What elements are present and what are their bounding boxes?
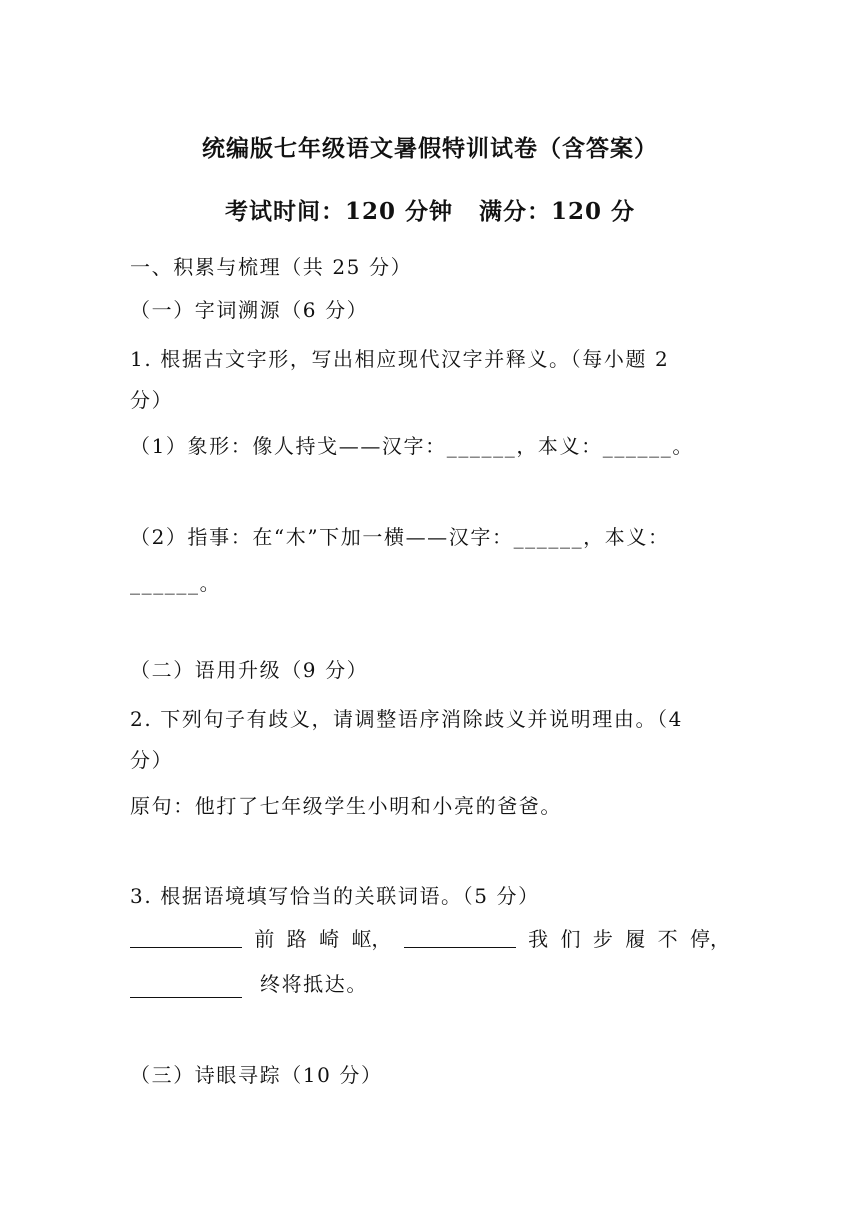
- sentence-char: 路: [286, 927, 307, 951]
- subsection-heading: （二）语用升级（9 分）: [130, 658, 369, 682]
- sentence-char: 步: [592, 927, 613, 951]
- section-heading: 一、积累与梳理（共 25 分）: [130, 255, 413, 279]
- sentence-char: 们: [560, 927, 581, 951]
- sentence-char: 停，: [689, 927, 730, 951]
- page-title: 统编版七年级语文暑假特训试卷（含答案）: [202, 135, 658, 162]
- question-2-text: 2. 下列句子有歧义，请调整语序消除歧义并说明理由。（4: [130, 707, 683, 731]
- full-score: 满分：120 分: [479, 198, 636, 225]
- sentence-char: 崎: [319, 927, 340, 951]
- question-2-original-sentence: 原句：他打了七年级学生小明和小亮的爸爸。: [130, 794, 562, 818]
- subsection-heading: （三）诗眼寻踪（10 分）: [130, 1063, 383, 1087]
- question-1-item-2-cont: ______。: [130, 571, 222, 595]
- question-1-text-cont: 分）: [130, 388, 174, 412]
- answer-blank-3[interactable]: [130, 975, 242, 998]
- question-3-text: 3. 根据语境填写恰当的关联词语。（5 分）: [130, 884, 540, 908]
- question-2-text-cont: 分）: [130, 748, 174, 772]
- sentence-char: 履: [625, 927, 646, 951]
- sentence-char: 前: [254, 927, 275, 951]
- exam-time: 考试时间：120 分钟: [224, 198, 453, 225]
- sentence-end: 终将抵达。: [259, 972, 368, 996]
- question-1-item-2: （2）指事：在“木”下加一横——汉字：______，本义：: [130, 525, 670, 549]
- sentence-char: 我: [528, 927, 549, 951]
- exam-info: [0, 193, 860, 226]
- subsection-heading: （一）字词溯源（6 分）: [130, 298, 369, 322]
- answer-blank-1[interactable]: [130, 925, 242, 948]
- question-3-fill-line: [130, 925, 730, 953]
- sentence-char: 岖，: [351, 927, 392, 951]
- question-1-item-1: （1）象形：像人持戈——汉字：______，本义：______。: [130, 434, 694, 458]
- answer-blank-2[interactable]: [404, 925, 516, 948]
- question-3-fill-line-cont: [130, 970, 730, 998]
- question-1-text: 1. 根据古文字形，写出相应现代汉字并释义。（每小题 2: [130, 347, 670, 371]
- sentence-char: 不: [657, 927, 678, 951]
